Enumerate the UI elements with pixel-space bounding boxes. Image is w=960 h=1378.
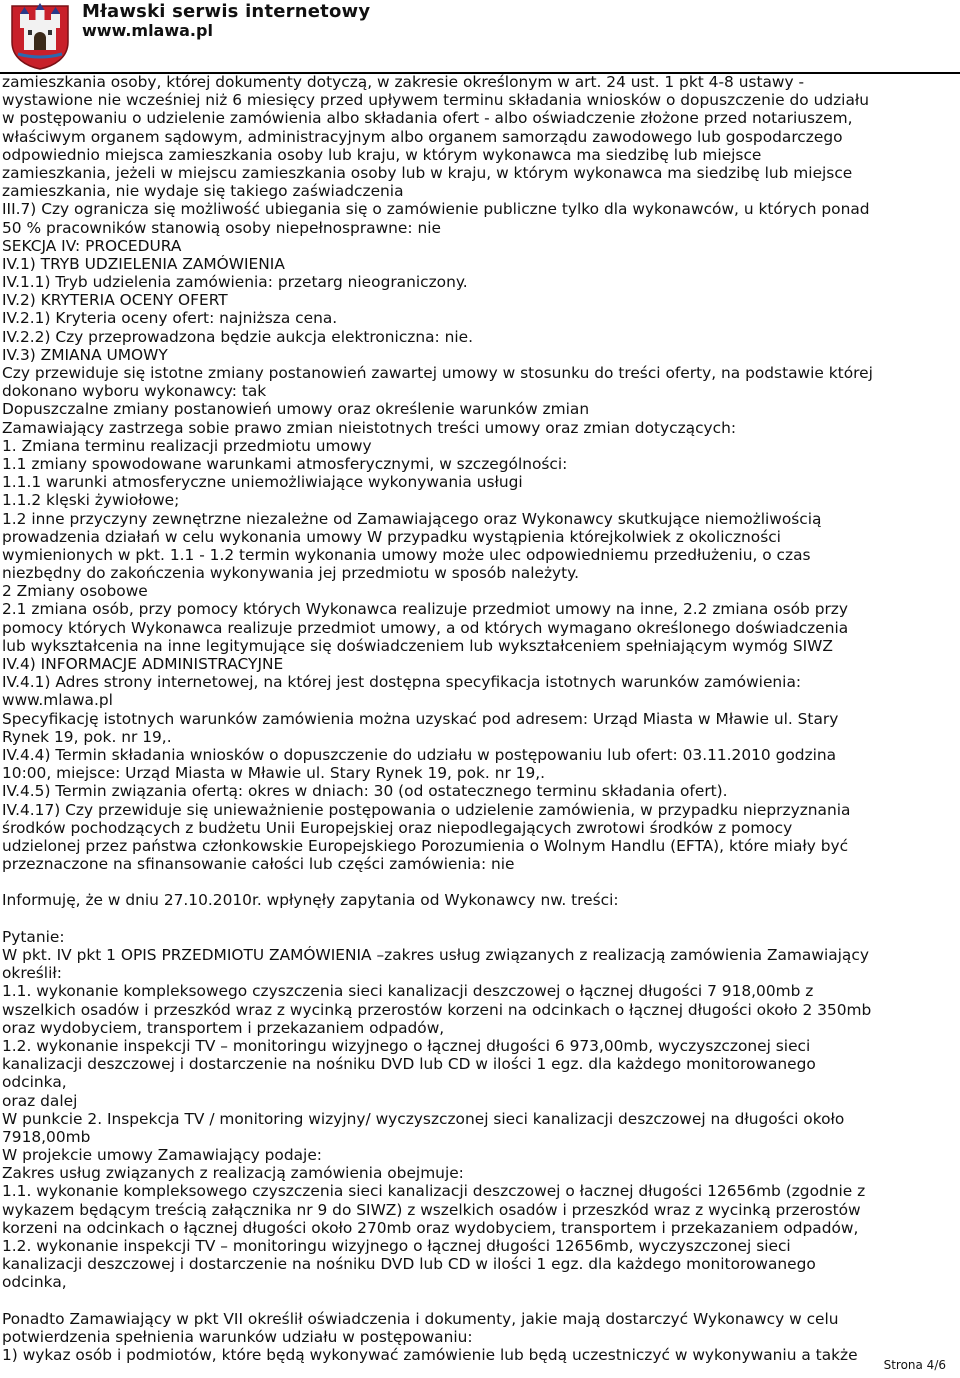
paragraph [2,291,958,309]
paragraph [2,328,958,346]
page-number: Strona 4/6 [883,1358,946,1372]
text-line: Czy przewiduje się istotne zmiany postanowień zawartej umowy w stosunku do treści oferty, na podstawie której [2,364,873,382]
paragraph [2,691,958,709]
text-line: Ponadto Zamawiający w pkt VII określił oświadczenia i dokumenty, jakie mają dostarczyć Wykonawcy w celu [2,1309,839,1328]
text-line: Rynek 19, pok. nr 19,. [2,727,172,746]
paragraph [2,200,958,236]
paragraph [2,782,958,800]
paragraph [2,437,958,455]
text-line: wszelkich osadów i przeszkód wraz z wycinką przerostów korzeni na odcinkach o łącznej długości około 2 350mb [2,1000,872,1019]
paragraph [2,655,958,673]
text-line: 2 Zmiany osobowe [2,582,148,601]
text-line: W punkcie 2. Inspekcja TV / monitoring wizyjny/ wyczyszczonej sieci kanalizacji deszczowej na długości około [2,1109,845,1128]
text-line: Zamawiający zastrzega sobie prawo zmian nieistotnych treści umowy oraz zmian dotyczących: [2,418,737,437]
paragraph [2,473,958,491]
text-line: 2.1 zmiana osób, przy pomocy których Wykonawca realizuje przedmiot umowy na inne, 2.2 zmiana osób przy [2,600,848,619]
text-line: środków pochodzących z budżetu Unii Europejskiej oraz niepodlegających zwrotowi środków z pomocy [2,818,793,837]
text-line: Informuję, że w dniu 27.10.2010r. wpłynęły zapytania od Wykonawcy nw. treści: [2,891,619,910]
paragraph [2,237,958,255]
text-line: 1.1. wykonanie kompleksowego czyszczenia sieci kanalizacji deszczowej o łącznej długości 7 918,00mb z [2,982,814,1001]
paragraph [2,1146,958,1164]
paragraph [2,309,958,327]
text-line: IV.2.2) Czy przeprowadzona będzie aukcja elektroniczna: nie. [2,327,474,346]
text-line: Specyfikację istotnych warunków zamówienia można uzyskać pod adresem: Urząd Miasta w Mławie ul. Stary [2,709,839,728]
text-line: dokonano wyboru wykonawcy: tak [2,382,267,401]
text-line: lub wykształcenia na inne legitymujące się doświadczeniem lub wykształceniem spełniającym wymóg SIWZ [2,636,833,655]
text-line: IV.4) INFORMACJE ADMINISTRACYJNE [2,655,284,673]
paragraph [2,746,958,782]
text-line: odcinka, [2,1273,67,1292]
text-line: SEKCJA IV: PROCEDURA [2,236,182,255]
town-crest-icon [8,2,72,70]
paragraph [2,346,958,364]
paragraph [2,982,958,1037]
paragraph [2,73,958,200]
text-line: IV.4.5) Termin związania ofertą: okres w dniach: 30 (od ostatecznego terminu składania ofert). [2,782,728,801]
paragraph [2,1237,958,1292]
text-line: kanalizacji deszczowej i dostarczenie na nośniku DVD lub CD w ilości 1 egz. dla każdego monitorowanego [2,1055,816,1074]
text-line: IV.2) KRYTERIA OCENY OFERT [2,291,228,310]
text-line: 1.1.1 warunki atmosferyczne uniemożliwiające wykonywania usługi [2,473,523,492]
text-line: właściwym organem sądowym, administracyjnym albo organem samorządu zawodowego lub gospodarczego [2,127,843,146]
paragraph [2,891,958,909]
paragraph [2,1110,958,1146]
text-line: 1.1 zmiany spowodowane warunkami atmosferycznymi, w szczególności: [2,454,568,473]
text-line: W projekcie umowy Zamawiający podaje: [2,1146,322,1165]
text-line: 10:00, miejsce: Urząd Miasta w Mławie ul. Stary Rynek 19, pok. nr 19,. [2,764,546,783]
text-line: wymienionych w pkt. 1.1 - 1.2 termin wykonania umowy może ulec odpowiedniemu przedłużeniu, o czas [2,545,811,564]
text-line: prowadzenia działań w celu wykonania umowy W przypadku wystąpienia którejkolwiek z okoliczności [2,527,781,546]
paragraph [2,419,958,437]
text-line: pomocy których Wykonawca realizuje przedmiot umowy, a od których wymagano określonego doświadczenia [2,618,849,637]
paragraph [2,400,958,418]
text-line: zamieszkania osoby, której dokumenty dotyczą, w zakresie określonym w art. 24 ust. 1 pkt 4-8 ustawy - [2,73,805,91]
paragraph [2,600,958,655]
text-line: 50 % pracowników stanowią osoby niepełnosprawne: nie [2,218,441,237]
text-line: zamieszkania, jeżeli w miejscu zamieszkania osoby lub w kraju, w którym wykonawca ma siedzibę lub miejsce [2,163,853,182]
text-line: potwierdzenia spełnienia warunków udziału w postępowaniu: [2,1327,473,1346]
paragraph [2,491,958,509]
paragraph [2,455,958,473]
text-line: wykazem będącym treścią załącznika nr 9 do SIWZ) z wszelkich osadów i przeszkód wraz z wycinką przerostów [2,1200,861,1219]
text-line: IV.1) TRYB UDZIELENIA ZAMÓWIENIA [2,254,285,273]
paragraph [2,1310,958,1365]
text-line: niezbędny do zakończenia wykonywania jej przedmiotu w sposób należyty. [2,564,579,583]
blank-line [2,1292,958,1310]
paragraph [2,801,958,874]
text-line: oraz wydobyciem, transportem i przekazaniem odpadów, [2,1018,445,1037]
paragraph [2,1092,958,1110]
text-line: Pytanie: [2,927,65,946]
text-line: 7918,00mb [2,1127,91,1146]
paragraph [2,1037,958,1092]
paragraph [2,255,958,273]
paragraph [2,273,958,291]
text-line: udzielonej przez państwa członkowskie Europejskiego Porozumienia o Wolnym Handlu (EFTA), które miały być [2,836,849,855]
blank-line [2,910,958,928]
text-line: IV.4.1) Adres strony internetowej, na której jest dostępna specyfikacja istotnych warunków zamówienia: [2,673,802,692]
text-line: określił: [2,964,62,983]
text-line: Dopuszczalne zmiany postanowień umowy oraz określenie warunków zmian [2,400,590,419]
paragraph [2,1164,958,1182]
text-line: kanalizacji deszczowej i dostarczenie na nośniku DVD lub CD w ilości 1 egz. dla każdego monitorowanego [2,1255,816,1274]
paragraph [2,510,958,583]
text-line: 1.1. wykonanie kompleksowego czyszczenia sieci kanalizacji deszczowej o łacznej długości 12656mb (zgodnie z [2,1182,866,1201]
text-line: IV.3) ZMIANA UMOWY [2,345,168,364]
text-line: W pkt. IV pkt 1 OPIS PRZEDMIOTU ZAMÓWIENIA –zakres usług związanych z realizacją zamówienia Zamawiający [2,946,869,964]
text-line: odcinka, [2,1073,67,1092]
text-line: Zakres usług związanych z realizacją zamówienia obejmuje: [2,1164,464,1183]
paragraph [2,928,958,946]
site-title: Mławski serwis internetowy [82,1,371,22]
paragraph [2,364,958,400]
text-line: IV.4.4) Termin składania wniosków o dopuszczenie do udziału w postępowaniu lub ofert: 03.11.2010 godzina [2,745,837,764]
text-line: w postępowaniu o udzielenie zamówienia albo składania ofert - albo oświadczenie złożone przed notariuszem, [2,109,853,128]
text-line: korzeni na odcinkach o łącznej długości około 270mb oraz wydobyciem, transportem i przekazaniem odpadów, [2,1218,859,1237]
text-line: III.7) Czy ogranicza się możliwość ubiegania się o zamówienie publiczne tylko dla wykonawców, u których ponad [2,200,870,219]
paragraph [2,1182,958,1237]
text-line: 1.2. wykonanie inspekcji TV – monitoringu wizyjnego o łącznej długości 12656mb, wyczyszczonej sieci [2,1237,791,1255]
text-line: 1) wykaz osób i podmiotów, które będą wykonywać zamówienie lub będą uczestniczyć w wykonywaniu a także [2,1346,858,1365]
text-line: 1.2 inne przyczyny zewnętrzne niezależne od Zamawiającego oraz Wykonawcy skutkujące niemożliwością [2,509,822,528]
text-line: wystawione nie wcześniej niż 6 miesięcy przed upływem terminu składania wniosków o dopuszczenie do udziału [2,91,870,110]
text-line: odpowiednio miejsca zamieszkania osoby lub kraju, w którym wykonawca ma siedzibę lub miejsce [2,145,762,164]
text-line: IV.2.1) Kryteria oceny ofert: najniższa cena. [2,309,338,328]
text-line: oraz dalej [2,1091,78,1110]
text-line: www.mlawa.pl [2,691,113,710]
text-line: 1. Zmiana terminu realizacji przedmiotu umowy [2,436,372,455]
text-line: IV.4.17) Czy przewiduje się unieważnienie postępowania o udzielenie zamówienia, w przypadku nieprzyznania [2,800,851,819]
paragraph [2,582,958,600]
blank-line [2,873,958,891]
text-line: 1.2. wykonanie inspekcji TV – monitoringu wizyjnego o łącznej długości 6 973,00mb, wyczyszczonej sieci [2,1036,811,1055]
site-url[interactable]: www.mlawa.pl [82,21,213,40]
paragraph [2,673,958,691]
text-line: zamieszkania, nie wydaje się takiego zaświadczenia [2,182,404,201]
paragraph [2,710,958,746]
text-line: przeznaczone na sfinansowanie całości lub części zamówienia: nie [2,855,515,874]
document-body [2,73,958,1364]
site-header [0,0,960,75]
paragraph [2,946,958,982]
text-line: 1.1.2 klęski żywiołowe; [2,491,180,510]
text-line: IV.1.1) Tryb udzielenia zamówienia: przetarg nieograniczony. [2,273,468,292]
